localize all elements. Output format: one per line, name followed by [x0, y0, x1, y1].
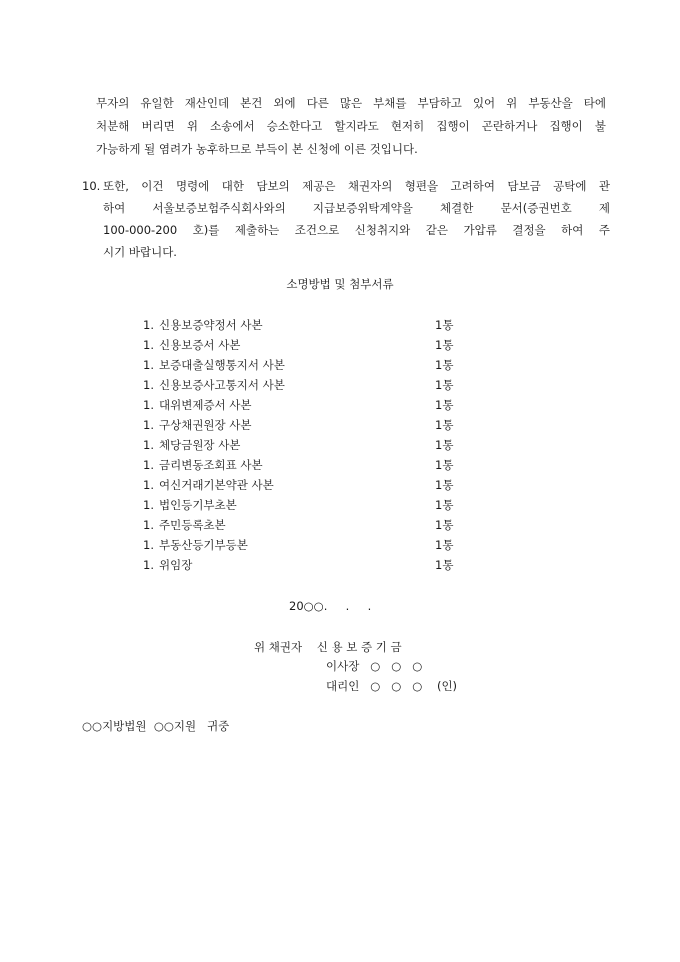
paragraph-line: 처분해 버리면 위 소송에서 승소한다고 할지라도 현저히 집행이 곤란하거나 집행이 불 — [96, 119, 606, 133]
attachment-qty: 1통 — [435, 418, 454, 432]
attachment-title: 주민등록초본 — [159, 518, 226, 532]
attachment-title: 법인등기부초본 — [159, 498, 237, 512]
item-mark: 1. — [143, 558, 154, 572]
attachment-title: 위임장 — [159, 558, 193, 572]
attachment-qty: 1통 — [435, 498, 454, 512]
creditor-line: 위 채권자 신 용 보 증 기 금 — [254, 640, 402, 654]
attachment-title: 신용보증사고통지서 사본 — [159, 378, 285, 392]
item-mark: 1. — [143, 518, 154, 532]
attachment-item — [143, 555, 463, 575]
attachment-item — [143, 435, 463, 455]
attachment-qty: 1통 — [435, 438, 454, 452]
attachment-qty: 1통 — [435, 458, 454, 472]
attachment-title: 부동산등기부등본 — [159, 538, 248, 552]
attachment-title: 보증대출실행통지서 사본 — [159, 358, 285, 372]
item-mark: 1. — [143, 358, 154, 372]
filing-date: 20○○. . . — [289, 599, 372, 613]
item-mark: 1. — [143, 338, 154, 352]
representative-ceo: 이사장 ○ ○ ○ — [326, 659, 423, 673]
attachment-title: 여신거래기본약관 사본 — [159, 478, 274, 492]
item-body — [103, 175, 610, 263]
item-line: 하여 서울보증보험주식회사와의 지급보증위탁계약을 체결한 문서(증권번호 제 — [103, 201, 610, 215]
attachment-item — [143, 455, 463, 475]
attachment-qty: 1통 — [435, 358, 454, 372]
attachment-item — [143, 415, 463, 435]
item-line: 시기 바랍니다. — [103, 245, 177, 259]
item-mark: 1. — [143, 318, 154, 332]
paragraph-line: 무자의 유일한 재산인데 본건 외에 다른 많은 부채를 부담하고 있어 위 부동산을 타에 — [96, 96, 606, 110]
item-mark: 1. — [143, 458, 154, 472]
item-line: 또한, 이건 명령에 대한 담보의 제공은 채권자의 형편을 고려하여 담보금 공탁에 관 — [103, 179, 610, 193]
attachment-list — [143, 315, 463, 575]
attachment-title: 금리변동조회표 사본 — [159, 458, 263, 472]
court-addressee: ○○지방법원 ○○지원 귀중 — [82, 719, 230, 733]
attachment-item — [143, 475, 463, 495]
item-mark: 1. — [143, 438, 154, 452]
attachment-title: 대위변제증서 사본 — [159, 398, 252, 412]
representative-agent: 대리인 ○ ○ ○ (인) — [326, 679, 458, 693]
attachment-item — [143, 495, 463, 515]
item-mark: 1. — [143, 478, 154, 492]
attachment-item — [143, 375, 463, 395]
attachment-item — [143, 395, 463, 415]
attachment-item — [143, 315, 463, 335]
item-line: 100-000-200 호)를 제출하는 조건으로 신청취지와 같은 가압류 결정을 하여 주 — [103, 223, 610, 237]
attachment-qty: 1통 — [435, 398, 454, 412]
section-title: 소명방법 및 첨부서류 — [286, 277, 394, 291]
attachment-qty: 1통 — [435, 518, 454, 532]
item-mark: 1. — [143, 538, 154, 552]
paragraph-line: 가능하게 될 염려가 농후하므로 부득이 본 신청에 이른 것입니다. — [96, 142, 418, 156]
attachment-qty: 1통 — [435, 478, 454, 492]
attachment-title: 체당금원장 사본 — [159, 438, 241, 452]
attachment-item — [143, 335, 463, 355]
attachment-qty: 1통 — [435, 318, 454, 332]
attachment-qty: 1통 — [435, 558, 454, 572]
attachment-title: 신용보증서 사본 — [159, 338, 241, 352]
item-mark: 1. — [143, 498, 154, 512]
item-mark: 1. — [143, 398, 154, 412]
paragraph-continuation — [96, 92, 606, 161]
attachment-qty: 1통 — [435, 338, 454, 352]
item-mark: 1. — [143, 378, 154, 392]
item-mark: 1. — [143, 418, 154, 432]
attachment-item — [143, 515, 463, 535]
attachment-qty: 1통 — [435, 378, 454, 392]
attachment-item — [143, 535, 463, 555]
item-number: 10. — [82, 179, 101, 193]
attachment-title: 구상채권원장 사본 — [159, 418, 252, 432]
attachment-title: 신용보증약정서 사본 — [159, 318, 263, 332]
attachment-item — [143, 355, 463, 375]
attachment-qty: 1통 — [435, 538, 454, 552]
